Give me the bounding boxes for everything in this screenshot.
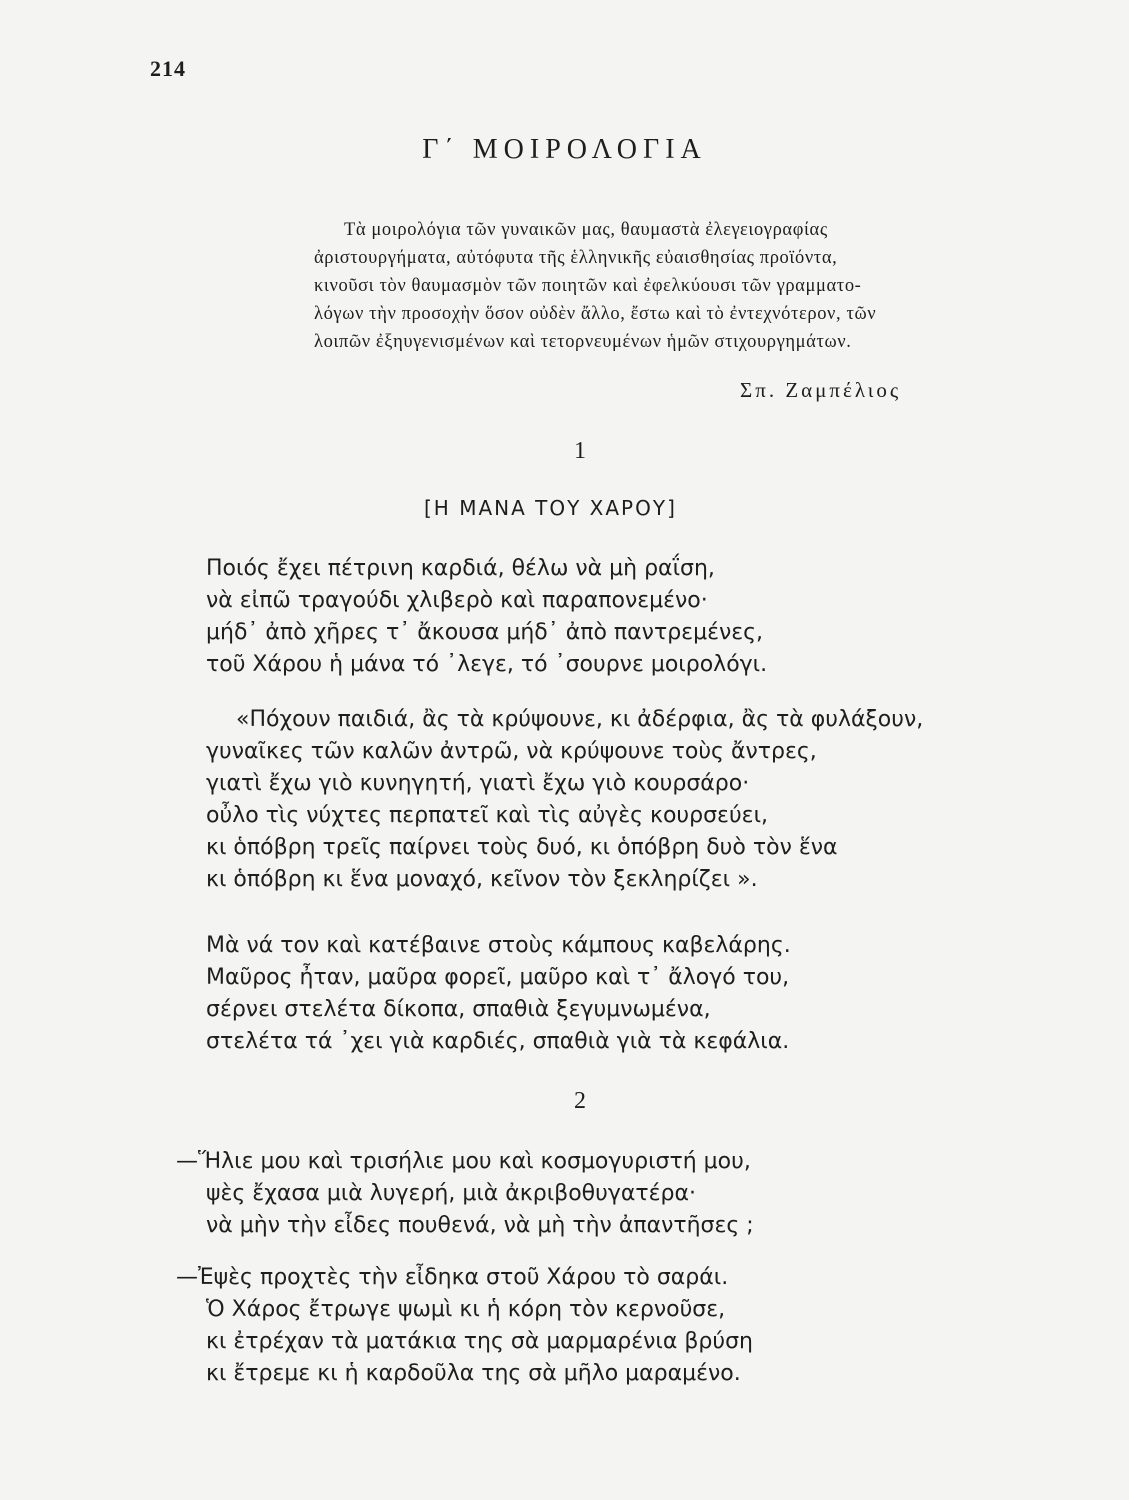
verse-line: Ποιός ἔχει πέτρινη καρδιά, θέλω νὰ μὴ ραΐση,	[206, 556, 715, 581]
stanza	[206, 553, 767, 681]
verse-line: μήδ᾽ ἀπὸ χῆρες τ᾽ ἄκουσα μήδ᾽ ἀπὸ παντρεμένες,	[206, 620, 764, 645]
epigraph-line: λοιπῶν ἐξηυγενισμένων καὶ τετορνευμένων ἡμῶν στιχουργημάτων.	[314, 332, 852, 352]
verse-line: κι ἔτρεμε κι ἡ καρδοῦλα της σὰ μῆλο μαραμένο.	[206, 1361, 741, 1386]
verse-line: νὰ εἰπῶ τραγούδι χλιβερὸ καὶ παραπονεμένο·	[206, 588, 708, 613]
verse-line: στελέτα τά ᾽χει γιὰ καρδιές, σπαθιὰ γιὰ τὰ κεφάλια.	[206, 1029, 790, 1054]
verse-line: ψὲς ἔχασα μιὰ λυγερή, μιὰ ἀκριβοθυγατέρα·	[206, 1181, 696, 1206]
verse-line: —Ἐψὲς προχτὲς τὴν εἶδηκα στοῦ Χάρου τὸ σαράι.	[176, 1265, 729, 1290]
verse-line: τοῦ Χάρου ἡ μάνα τό ᾽λεγε, τό ᾽σουρνε μοιρολόγι.	[206, 652, 768, 677]
verse-line: γιατὶ ἔχω γιὸ κυνηγητή, γιατὶ ἔχω γιὸ κουρσάρο·	[206, 771, 750, 796]
verse-line: κι ἐτρέχαν τὰ ματάκια της σὰ μαρμαρένια βρύση	[206, 1329, 753, 1354]
verse-line: Μὰ νά τον καὶ κατέβαινε στοὺς κάμπους καβελάρης.	[206, 933, 791, 958]
page-number: 214	[150, 56, 186, 81]
verse-line: οὖλο τὶς νύχτες περπατεῖ καὶ τὶς αὐγὲς κουρσεύει,	[206, 803, 769, 828]
section-title: Γ΄ ΜΟΙΡΟΛΟΓΙΑ	[422, 134, 707, 165]
stanza	[176, 1146, 754, 1242]
verse-line: κι ὁπόβρη τρεῖς παίρνει τοὺς δυό, κι ὁπόβρη δυὸ τὸν ἕνα	[206, 835, 838, 860]
verse-line: Μαῦρος ἦταν, μαῦρα φορεῖ, μαῦρο καὶ τ᾽ ἄλογό του,	[206, 965, 790, 990]
verse-line: Ὁ Χάρος ἔτρωγε ψωμὶ κι ἡ κόρη τὸν κερνοῦσε,	[206, 1297, 726, 1322]
epigraph-line: ἀριστουργήματα, αὐτόφυτα τῆς ἑλληνικῆς εὐαισθησίας προϊόντα,	[314, 248, 838, 268]
stanza	[206, 704, 923, 896]
epigraph-attribution: Σπ. Ζαμπέλιος	[740, 378, 902, 402]
verse-line: σέρνει στελέτα δίκοπα, σπαθιὰ ξεγυμνωμένα,	[206, 997, 711, 1022]
poem-title: [Η ΜΑΝΑ ΤΟΥ ΧΑΡΟΥ]	[424, 496, 677, 520]
epigraph-line: Τὰ μοιρολόγια τῶν γυναικῶν μας, θαυμαστὰ ἐλεγειογραφίας	[344, 220, 828, 240]
epigraph-line: λόγων τὴν προσοχὴν ὅσον οὐδὲν ἄλλο, ἔστω καὶ τὸ ἐντεχνότερον, τῶν	[314, 304, 877, 324]
verse-line: «Πόχουν παιδιά, ἂς τὰ κρύψουνε, κι ἀδέρφια, ἂς τὰ φυλάξουν,	[236, 707, 924, 732]
epigraph	[314, 216, 1014, 356]
poem-number: 2	[574, 1088, 586, 1114]
verse-line: νὰ μὴν τὴν εἶδες πουθενά, νὰ μὴ τὴν ἀπαντῆσες ;	[206, 1213, 754, 1238]
stanza	[176, 1262, 753, 1390]
verse-line: κι ὁπόβρη κι ἕνα μοναχό, κεῖνον τὸν ξεκληρίζει ».	[206, 867, 758, 892]
poem-number: 1	[574, 438, 586, 464]
verse-line: —Ἥλιε μου καὶ τρισήλιε μου καὶ κοσμογυριστή μου,	[176, 1149, 751, 1174]
epigraph-line: κινοῦσι τὸν θαυμασμὸν τῶν ποιητῶν καὶ ἐφελκύουσι τῶν γραμματο-	[314, 276, 862, 296]
stanza	[206, 930, 791, 1058]
verse-line: γυναῖκες τῶν καλῶν ἀντρῶ, νὰ κρύψουνε τοὺς ἄντρες,	[206, 739, 817, 764]
